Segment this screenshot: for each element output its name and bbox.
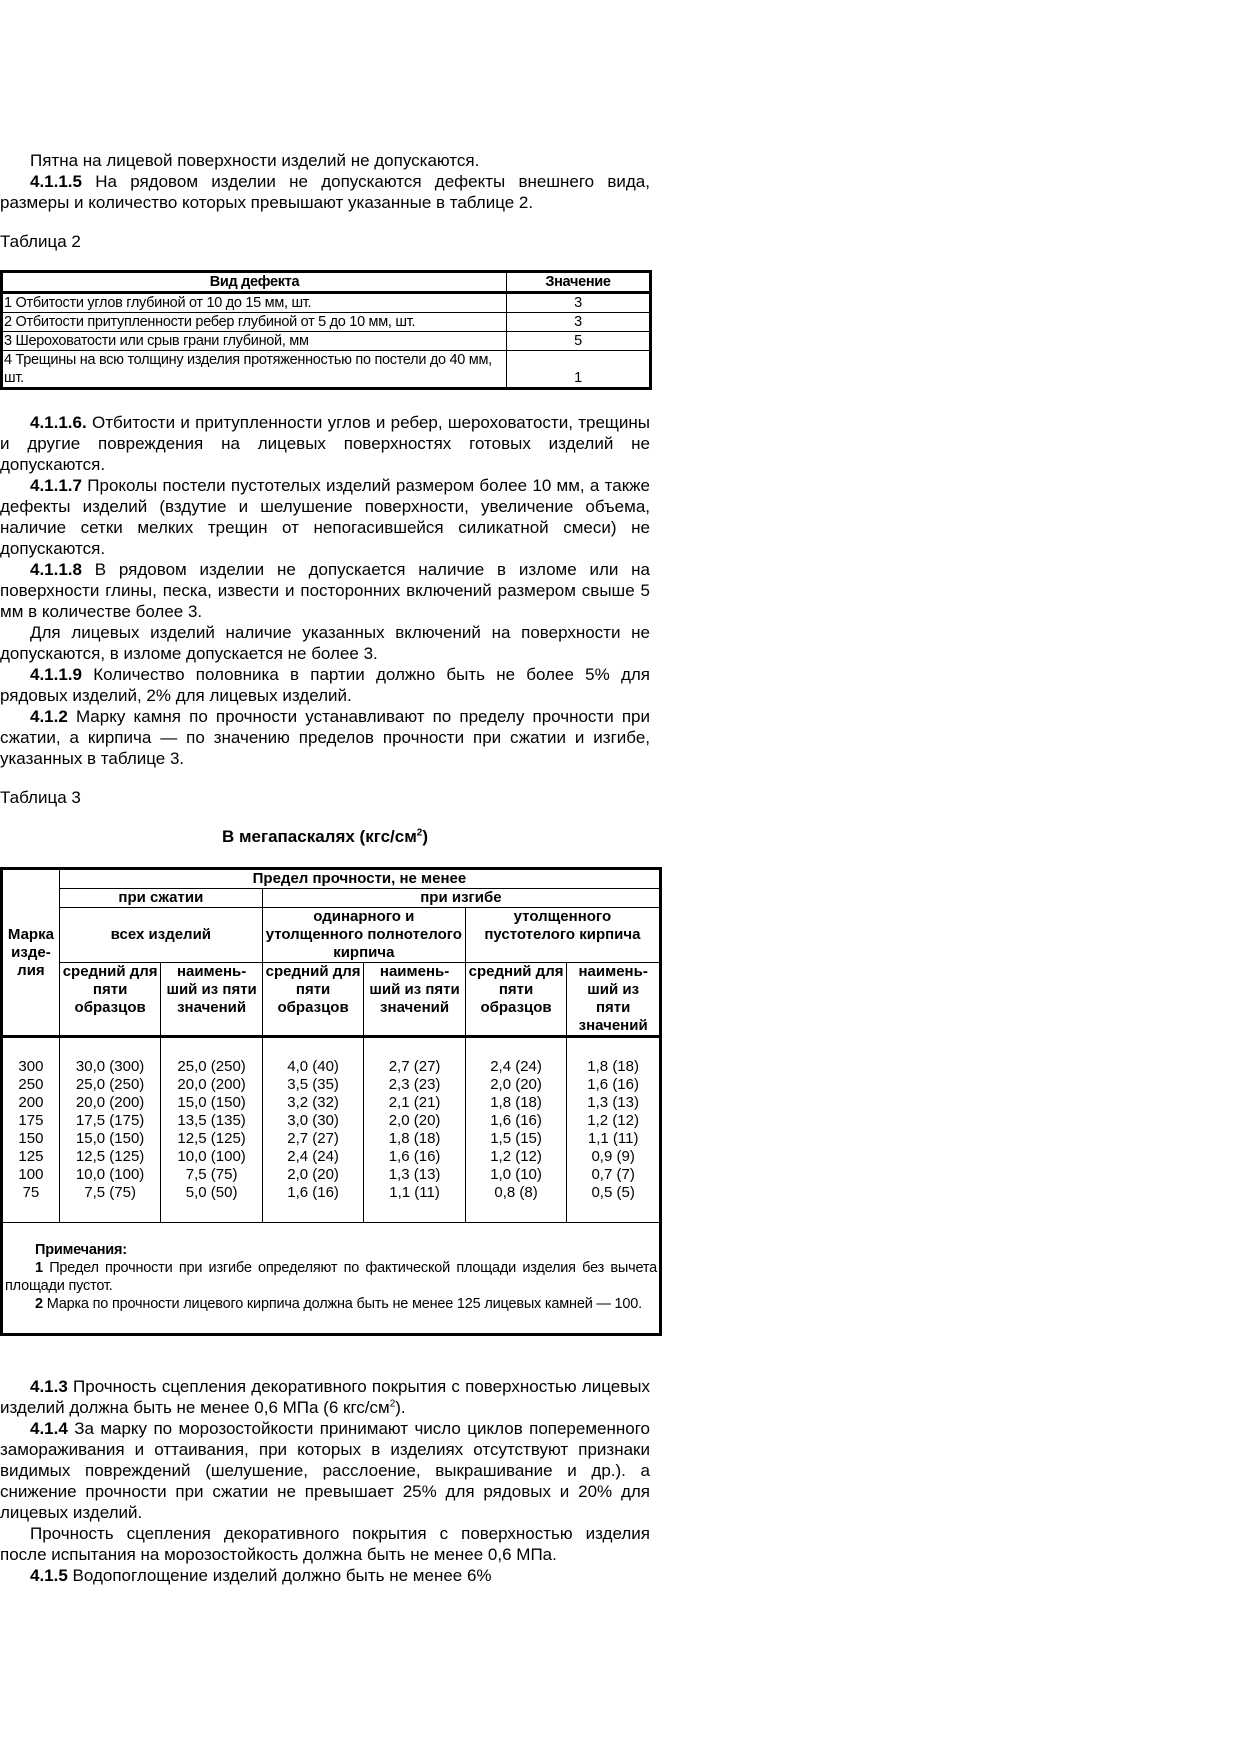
table-cell: 1,6 (16) [490, 1112, 542, 1129]
hollow-min-column [567, 1037, 661, 1223]
table-cell: 1,0 (10) [490, 1166, 542, 1183]
table-cell: 1,2 (12) [587, 1112, 639, 1129]
table-row: 2 Отбитости притупленности ребер глубиной от 5 до 10 мм, шт. 3 [2, 313, 651, 332]
column-header-min: наимень-ший из пяти значений [364, 963, 465, 1037]
table-cell: 300 [18, 1058, 44, 1075]
hollow-avg-column [465, 1037, 567, 1223]
table-cell: 1,2 (12) [490, 1148, 542, 1165]
table-cell: 12,5 (125) [75, 1148, 145, 1165]
table-cell: 25,0 (250) [177, 1058, 246, 1075]
table-cell: 1,3 (13) [587, 1094, 639, 1111]
document-body [0, 150, 657, 1586]
defects-table [0, 270, 652, 390]
paragraph: Пятна на лицевой поверхности изделий не допускаются. [30, 151, 480, 170]
column-header-solid-brick: одинарного и утолщенного полнотелого кирпича [262, 908, 465, 963]
column-header-mark: Марка изде-лия [2, 869, 60, 1037]
table-cell: 1,8 (18) [490, 1094, 542, 1111]
table-cell: 13,5 (135) [177, 1112, 246, 1129]
column-header-avg: средний для пяти образцов [465, 963, 567, 1037]
marks-column [2, 1037, 60, 1223]
table-cell: 1,6 (16) [587, 1076, 639, 1093]
table-cell: 30,0 (300) [75, 1058, 145, 1075]
table-3-caption: Таблица 3 [0, 788, 81, 807]
table-cell: 5,0 (50) [185, 1184, 238, 1201]
column-header-hollow-brick: утолщенного пустотелого кирпича [465, 908, 660, 963]
table-cell: 17,5 (175) [75, 1112, 145, 1129]
table-cell: 7,5 (75) [185, 1166, 238, 1183]
notes-title: Примечания: [35, 1242, 127, 1258]
table-cell: 10,0 (100) [177, 1148, 246, 1165]
clause-number: 4.1.4 [30, 1419, 68, 1438]
clause-number: 4.1.1.9 [30, 665, 82, 684]
table-cell: 12,5 (125) [177, 1130, 246, 1147]
paragraph: Для лицевых изделий наличие указанных включений на поверхности не допускаются, в изломе допускается не более 3. [0, 623, 650, 663]
table-cell: 15,0 (150) [75, 1130, 145, 1147]
column-header-avg: средний для пяти образцов [59, 963, 161, 1037]
table-cell: 1,3 (13) [388, 1166, 441, 1183]
table-cell: 20,0 (200) [75, 1094, 145, 1111]
clause-number: 4.1.5 [30, 1566, 68, 1585]
column-header: Значение [507, 272, 651, 293]
table-cell: 1,5 (15) [490, 1130, 542, 1147]
table-row: 3 Шероховатости или срыв грани глубиной, мм 5 [2, 332, 651, 351]
table-cell: 1,1 (11) [389, 1184, 440, 1201]
column-header-avg: средний для пяти образцов [262, 963, 364, 1037]
table-cell: 4,0 (40) [287, 1058, 339, 1075]
table-cell: 0,8 (8) [494, 1184, 538, 1201]
compression-avg-column [59, 1037, 161, 1223]
clause-number: 4.1.2 [30, 707, 68, 726]
table-2-caption: Таблица 2 [0, 232, 81, 251]
table-cell: 1,1 (11) [587, 1130, 639, 1147]
table-cell: 0,5 (5) [591, 1184, 635, 1201]
column-header: Вид дефекта [2, 272, 507, 293]
column-header-min: наимень-ший из пяти значений [567, 963, 661, 1037]
compression-min-column [161, 1037, 262, 1223]
table-cell: 7,5 (75) [84, 1184, 136, 1201]
table-cell: 2,4 (24) [490, 1058, 542, 1075]
table-cell: 1,6 (16) [287, 1184, 339, 1201]
table-cell: 2,7 (27) [388, 1058, 441, 1075]
paragraph: Прочность сцепления декоративного покрытия с поверхностью изделия после испытания на морозостойкость должна быть не менее 0,6 МПа. [0, 1524, 650, 1564]
paragraph-4-1-5: 4.1.5 Водопоглощение изделий должно быть не менее 6% [30, 1566, 492, 1585]
table-data-block [2, 1037, 661, 1223]
table-row: 1 Отбитости углов глубиной от 10 до 15 мм, шт. 3 [2, 293, 651, 313]
table-row: 4 Трещины на всю толщину изделия протяженностью по постели до 40 мм, шт. 1 [2, 351, 651, 389]
paragraph-4-1-2: 4.1.2 Марку камня по прочности устанавливают по пределу прочности при сжатии, а кирпича — по значению пределов прочности при сжатии и изгибе, указанных в таблице 3. [0, 707, 650, 768]
solid-min-column [364, 1037, 465, 1223]
table-cell: 0,9 (9) [591, 1148, 635, 1165]
table-cell: 75 [22, 1184, 40, 1201]
table-cell: 2,1 (21) [388, 1094, 441, 1111]
table-cell: 3,2 (32) [287, 1094, 339, 1111]
table-cell: 10,0 (100) [75, 1166, 145, 1183]
table-cell: 2,0 (20) [388, 1112, 441, 1129]
table-cell: 0,7 (7) [591, 1166, 635, 1183]
paragraph-4-1-1-5: 4.1.1.5 На рядовом изделии не допускаются дефекты внешнего вида, размеры и количество которых превышают указанные в таблице 2. [0, 172, 650, 212]
table-cell: 1,6 (16) [388, 1148, 441, 1165]
table-cell: 125 [18, 1148, 44, 1165]
column-header-all-products: всех изделий [59, 908, 262, 963]
table-cell: 2,7 (27) [287, 1130, 339, 1147]
paragraph-4-1-3: 4.1.3 Прочность сцепления декоративного покрытия с поверхностью лицевых изделий должна быть не менее 0,6 МПа (6 кгс/$см^2$). [0, 1377, 650, 1417]
table-3-units: В мегапаскалях $(кгс/см^2)$ [221, 827, 429, 846]
table-cell: 3,0 (30) [287, 1112, 339, 1129]
table-cell: 15,0 (150) [177, 1094, 246, 1111]
table-cell: 100 [18, 1166, 44, 1183]
table-cell: 250 [18, 1076, 44, 1093]
paragraph-4-1-1-7: 4.1.1.7 Проколы постели пустотелых изделий размером более 10 мм, а также дефекты изделий (вздутие и шелушение поверхности, увеличение объема, наличие сетки мелких трещин от непогасившейся силикатной смеси) не допускаются. [0, 476, 650, 558]
table-notes [2, 1223, 661, 1335]
paragraph-4-1-1-6: 4.1.1.6. Отбитости и притупленности углов и ребер, шероховатости, трещины и другие повреждения на лицевых поверхностях готовых изделий не допускаются. [0, 413, 650, 474]
clause-number: 4.1.3 [30, 1377, 68, 1396]
clause-number: 4.1.1.6. [30, 413, 87, 432]
paragraph-4-1-1-8: 4.1.1.8 В рядовом изделии не допускается наличие в изломе или на поверхности глины, песка, извести и посторонних включений размером свыше 5 мм в количестве более 3. [0, 560, 650, 621]
table-cell: 2,4 (24) [287, 1148, 339, 1165]
table-cell: 150 [18, 1130, 44, 1147]
column-header-strength: Предел прочности, не менее [59, 869, 660, 889]
note-2: 2 Марка по прочности лицевого кирпича должна быть не менее 125 лицевых камней — 100. [35, 1296, 642, 1312]
strength-table [0, 867, 662, 1336]
clause-number: 4.1.1.8 [30, 560, 82, 579]
column-header-bending: при изгибе [262, 889, 660, 908]
column-header-min: наимень-ший из пяти значений [161, 963, 262, 1037]
paragraph-4-1-4: 4.1.4 За марку по морозостойкости принимают число циклов попеременного замораживания и оттаивания, при которых в изделиях отсутствуют признаки видимых повреждений (шелушение, расслоение, выкрашивание и др.). а снижение прочности при сжатии не превышает 25% для рядовых и 20% для лицевых изделий. [0, 1419, 650, 1522]
table-cell: 3,5 (35) [287, 1076, 339, 1093]
solid-avg-column [262, 1037, 364, 1223]
table-cell: 20,0 (200) [177, 1076, 246, 1093]
table-cell: 2,0 (20) [490, 1076, 542, 1093]
table-cell: 1,8 (18) [587, 1058, 639, 1075]
table-cell: 1,8 (18) [388, 1130, 441, 1147]
table-cell: 2,3 (23) [388, 1076, 441, 1093]
column-header-compression: при сжатии [59, 889, 262, 908]
table-cell: 200 [18, 1094, 44, 1111]
clause-number: 4.1.1.5 [30, 172, 82, 191]
table-cell: 25,0 (250) [75, 1076, 145, 1093]
paragraph-4-1-1-9: 4.1.1.9 Количество половника в партии должно быть не более 5% для рядовых изделий, 2% для лицевых изделий. [0, 665, 650, 705]
clause-number: 4.1.1.7 [30, 476, 82, 495]
table-cell: 2,0 (20) [287, 1166, 339, 1183]
note-1: 1 Предел прочности при изгибе определяют по фактической площади изделия без вычета площади пустот. [5, 1260, 657, 1294]
table-cell: 175 [18, 1112, 44, 1129]
